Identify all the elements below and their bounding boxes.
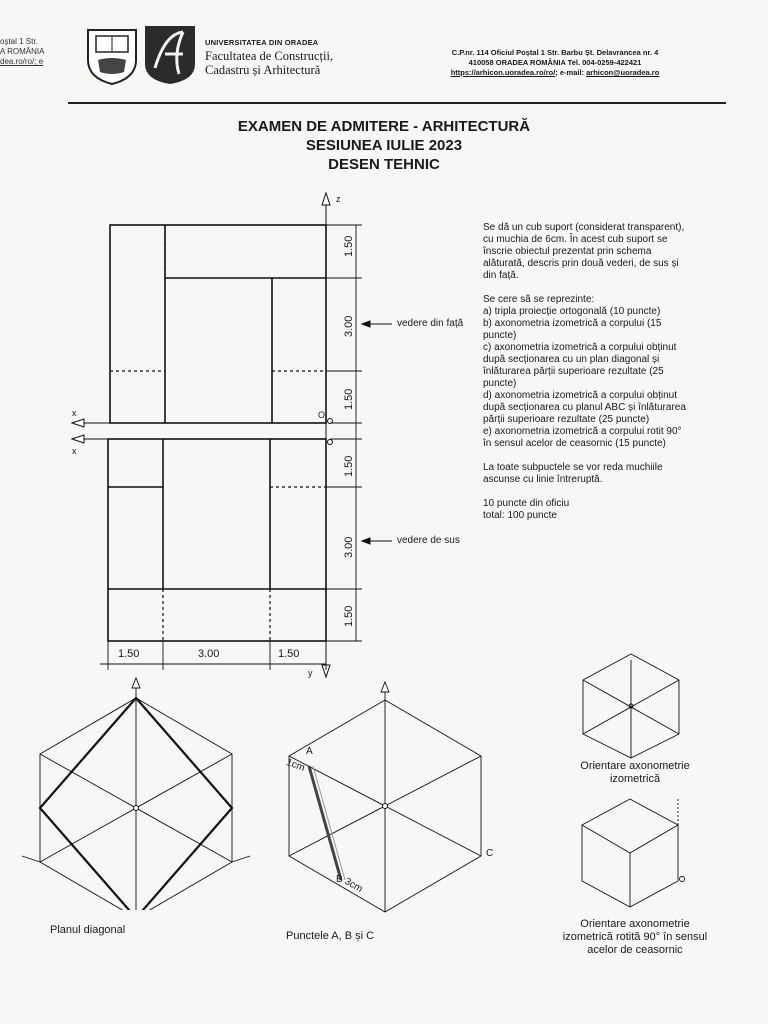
dim-horizontal-3: 1.50 bbox=[278, 648, 300, 660]
diagonal-plane-figure bbox=[20, 670, 270, 910]
axes bbox=[72, 193, 333, 677]
dim-top-2: 3.00 bbox=[343, 536, 355, 558]
point-c-label: C bbox=[486, 848, 494, 859]
requirement-b: b) axonometria izometrică a corpului (15 puncte) bbox=[483, 318, 662, 341]
session-title: SESIUNEA IULIE 2023 bbox=[305, 137, 463, 154]
dim-front-3: 1.50 bbox=[343, 388, 355, 410]
label-front-view: vedere din față bbox=[397, 318, 464, 329]
total-points: total: 100 puncte bbox=[483, 510, 557, 521]
exam-title: EXAMEN DE ADMITERE - ARHITECTURĂ bbox=[237, 118, 531, 135]
front-view bbox=[110, 225, 326, 423]
faculty-logo bbox=[143, 24, 197, 86]
point-a-label: A bbox=[306, 746, 313, 757]
rotated-isometric-figure bbox=[578, 795, 693, 915]
axis-x-label: x bbox=[72, 408, 77, 418]
requirement-e: e) axonometria izometrică a corpului rotit 90° în sensul acelor de ceasornic (15 puncte) bbox=[483, 426, 682, 449]
dimension-3cm-label: 3cm bbox=[342, 876, 365, 895]
top-view-hidden-lines bbox=[163, 487, 326, 641]
axis-z-label: z bbox=[336, 194, 341, 204]
front-view-hidden-lines bbox=[110, 225, 326, 371]
problem-description bbox=[483, 222, 688, 522]
description-requirements: Se cere să se reprezinte: bbox=[483, 294, 595, 305]
dimension-1cm-label: 1cm bbox=[284, 757, 307, 774]
caption-diagonal-plane: Planul diagonal bbox=[50, 924, 126, 936]
axis-x-label: x bbox=[72, 446, 77, 456]
vertical-dimension-lines bbox=[326, 225, 362, 641]
caption-rotated-isometric: Orientare axonometrie izometrică rotită 90° în sensul acelor de ceasornic bbox=[562, 918, 708, 956]
dim-top-3: 1.50 bbox=[343, 605, 355, 627]
contact-line bbox=[400, 68, 710, 78]
subject-title: DESEN TEHNIC bbox=[328, 156, 440, 173]
orthographic-views-drawing bbox=[0, 185, 470, 685]
caption-points-abc: Punctele A, B și C bbox=[286, 930, 375, 942]
dim-front-1: 1.50 bbox=[343, 235, 355, 257]
university-name: UNIVERSITATEA DIN ORADEA bbox=[205, 38, 319, 47]
fragment-line: A ROMÂNIA bbox=[0, 47, 45, 56]
view-pointer-arrows bbox=[362, 321, 392, 544]
email-link[interactable]: arhicon@uoradea.ro bbox=[586, 68, 660, 77]
description-intro: Se dă un cub suport (considerat transparent), cu muchia de 6cm. În acest cub suport se înscrie obiectul prezentat prin schema alăturată, descris prin două vederi, de sus și din față. bbox=[483, 222, 685, 281]
dim-front-2: 3.00 bbox=[343, 315, 355, 337]
top-view bbox=[108, 439, 326, 641]
address-block bbox=[400, 48, 710, 78]
point-b-label: B bbox=[336, 874, 343, 885]
office-points: 10 puncte din oficiu bbox=[483, 498, 570, 509]
isometric-orientation-figure bbox=[575, 650, 695, 762]
origin-label: O bbox=[318, 410, 326, 420]
label-top-view: vedere de sus bbox=[397, 535, 460, 546]
requirement-a: a) tripla proiecție ortogonală (10 puncte) bbox=[483, 306, 661, 317]
requirement-d: d) axonometria izometrică a corpului obținut după secționarea cu planul ABC și înlăturarea părții superioare rezultate (25 puncte) bbox=[483, 390, 686, 425]
requirement-c: c) axonometria izometrică a corpului obținut după secționarea cu un plan diagonal și înlăturarea părții superioare rezultate (25 puncte) bbox=[483, 342, 677, 389]
faculty-name-line2: Cadastru și Arhitectură bbox=[205, 63, 321, 77]
university-header bbox=[205, 38, 405, 77]
dim-horizontal-2: 3.00 bbox=[198, 648, 220, 660]
fragment-line: dea.ro/ro/; e bbox=[0, 57, 44, 66]
email-label: ; e-mail: bbox=[555, 68, 585, 77]
hidden-edges-note: La toate subpuctele se vor reda muchiile ascunse cu linie întreruptă. bbox=[483, 462, 663, 485]
caption-isometric-orientation: Orientare axonometrie izometrică bbox=[580, 760, 690, 785]
address-line: C.P.nr. 114 Oficiul Poștal 1 Str. Barbu Șt. Delavrancea nr. 4 bbox=[451, 48, 659, 57]
dim-top-1: 1.50 bbox=[343, 455, 355, 477]
header-divider bbox=[68, 102, 726, 104]
axis-y-label: y bbox=[308, 668, 313, 678]
university-crest-logo bbox=[84, 26, 140, 86]
address-line: 410058 ORADEA ROMÂNIA Tel. 004-0259-422421 bbox=[468, 58, 642, 67]
dim-horizontal-1: 1.50 bbox=[118, 648, 140, 660]
left-page-fragment bbox=[0, 37, 44, 67]
website-link[interactable]: https://arhicon.uoradea.ro/ro/ bbox=[450, 68, 556, 77]
points-abc-figure bbox=[285, 680, 505, 920]
faculty-name-line1: Facultatea de Construcții, bbox=[205, 49, 334, 63]
fragment-line: oștal 1 Str. bbox=[0, 37, 38, 46]
